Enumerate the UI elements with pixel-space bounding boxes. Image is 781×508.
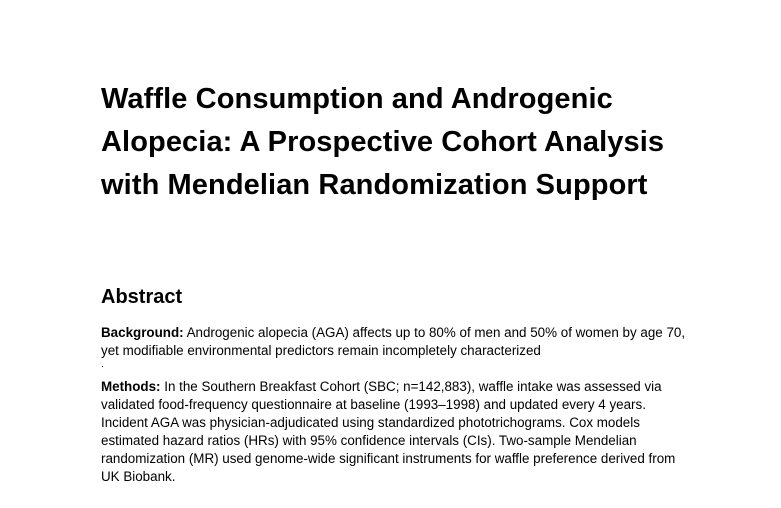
stray-period: . (101, 359, 104, 370)
methods-text: In the Southern Breakfast Cohort (SBC; n=142,883), waffle intake was assessed via validated food-frequency questionnaire at baseline (1993–1998) and updated every 4 years. Incident AGA was physician-adjudicated using standardized phototrichograms. Cox models estimated hazard ratios (HRs) with 95% confidence intervals (CIs). Two-sample Mendelian randomization (MR) used genome-wide significant instruments for waffle preference derived from UK Biobank. (101, 379, 676, 484)
background-label: Background: (101, 325, 184, 340)
abstract-background-paragraph (101, 324, 691, 360)
methods-label: Methods: (101, 379, 161, 394)
abstract-methods-paragraph (101, 378, 691, 486)
abstract-heading: Abstract (101, 286, 183, 308)
paper-title: Waffle Consumption and Androgenic Alopecia: A Prospective Cohort Analysis with Mendelian Randomization Support (101, 83, 665, 201)
background-text: Androgenic alopecia (AGA) affects up to 80% of men and 50% of women by age 70, yet modifiable environmental predictors remain incompletely characterized (101, 325, 686, 358)
